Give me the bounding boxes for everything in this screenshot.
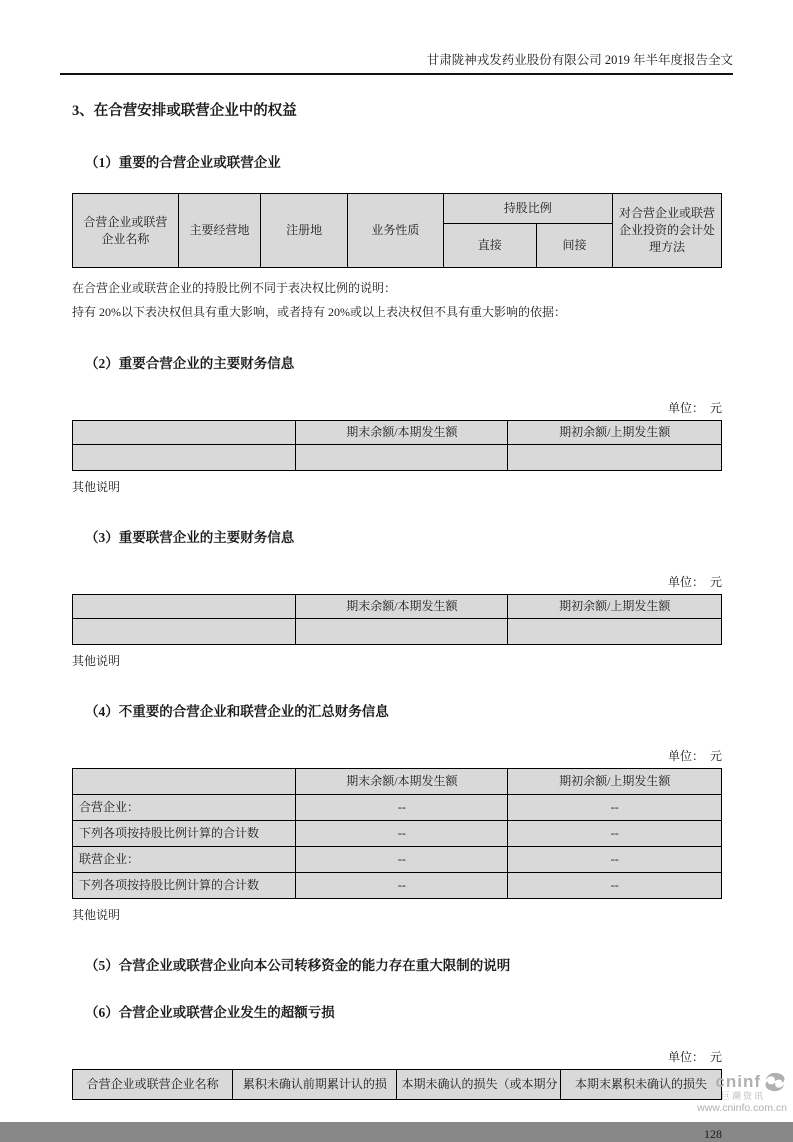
subsection-heading-5: （5）合营企业或联营企业向本公司转移资金的能力存在重大限制的说明 <box>85 958 511 973</box>
col-header-entity-name: 合营企业或联营企业名称 <box>73 194 179 268</box>
col-header-business-nature: 业务性质 <box>348 194 443 268</box>
cell-value: -- <box>508 821 722 847</box>
col-header-accounting-method: 对合营企业或联营企业投资的会计处理方法 <box>612 194 721 268</box>
table-row <box>73 821 722 847</box>
col-header-entity-name: 合营企业或联营企业名称 <box>73 1070 233 1100</box>
col-header-ending-balance: 期末余额/本期发生额 <box>296 595 508 619</box>
col-header-beginning-balance: 期初余额/上期发生额 <box>508 421 722 445</box>
cninfo-logo <box>697 1072 787 1114</box>
col-header-current-unrecognized-loss: 本期未确认的损失（或本期分 <box>397 1070 561 1100</box>
subsection-heading-6: （6）合营企业或联营企业发生的超额亏损 <box>85 1005 335 1020</box>
unit-label: 单位： 元 <box>667 401 722 415</box>
cell-value: -- <box>508 873 722 899</box>
excess-loss-table <box>72 1069 722 1100</box>
unit-label: 单位： 元 <box>667 575 722 589</box>
jv-financial-table <box>72 420 722 471</box>
col-header-shareholding-ratio: 持股比例 <box>443 194 612 224</box>
cninfo-swirl-icon <box>763 1072 787 1092</box>
table-row <box>73 619 722 645</box>
table-row <box>73 795 722 821</box>
col-header-blank <box>73 769 296 795</box>
col-header-direct: 直接 <box>443 224 536 268</box>
empty-cell <box>296 445 508 471</box>
col-header-ending-balance: 期末余额/本期发生额 <box>296 421 508 445</box>
table-row <box>73 873 722 899</box>
cninfo-logo-chinese: 巨潮资讯 <box>720 1090 765 1101</box>
page-number: 128 <box>704 1127 722 1141</box>
empty-cell <box>73 619 296 645</box>
empty-cell <box>296 619 508 645</box>
note-voting-ratio: 在合营企业或联营企业的持股比例不同于表决权比例的说明： <box>72 281 397 295</box>
subsection-heading-4: （4）不重要的合营企业和联营企业的汇总财务信息 <box>85 704 389 719</box>
cninfo-logo-text: cninf <box>715 1071 761 1091</box>
col-header-blank <box>73 421 296 445</box>
summary-financial-table <box>72 768 722 899</box>
table-row <box>73 445 722 471</box>
other-note: 其他说明 <box>72 908 121 922</box>
page-header-title: 甘肃陇神戎发药业股份有限公司 2019 年半年度报告全文 <box>60 0 733 75</box>
subsection-heading-3: （3）重要联营企业的主要财务信息 <box>85 530 295 545</box>
empty-cell <box>73 445 296 471</box>
row-label: 合营企业： <box>73 795 296 821</box>
cell-value: -- <box>296 873 508 899</box>
subsection-heading-1: （1）重要的合营企业或联营企业 <box>85 155 281 170</box>
cninfo-logo-url: www.cninfo.com.cn <box>697 1101 787 1114</box>
unit-label: 单位： 元 <box>667 1050 722 1064</box>
cell-value: -- <box>296 821 508 847</box>
col-header-ending-accumulated-loss: 本期末累积未确认的损失 <box>561 1070 722 1100</box>
col-header-accumulated-prior-loss: 累积未确认前期累计认的损 <box>233 1070 397 1100</box>
table-row <box>73 847 722 873</box>
other-note: 其他说明 <box>72 480 121 494</box>
col-header-beginning-balance: 期初余额/上期发生额 <box>508 595 722 619</box>
empty-cell <box>508 619 722 645</box>
section-heading-3: 3、在合营安排或联营企业中的权益 <box>72 103 297 119</box>
col-header-indirect: 间接 <box>537 224 613 268</box>
note-20-percent: 持有 20%以下表决权但具有重大影响，或者持有 20%或以上表决权但不具有重大影响的依据： <box>72 305 566 319</box>
joint-venture-table <box>72 193 722 268</box>
row-label: 下列各项按持股比例计算的合计数 <box>73 873 296 899</box>
row-label: 下列各项按持股比例计算的合计数 <box>73 821 296 847</box>
col-header-ending-balance: 期末余额/本期发生额 <box>296 769 508 795</box>
col-header-beginning-balance: 期初余额/上期发生额 <box>508 769 722 795</box>
cell-value: -- <box>508 795 722 821</box>
associate-financial-table <box>72 594 722 645</box>
cell-value: -- <box>296 795 508 821</box>
unit-label: 单位： 元 <box>667 749 722 763</box>
cell-value: -- <box>508 847 722 873</box>
col-header-main-place: 主要经营地 <box>178 194 260 268</box>
cell-value: -- <box>296 847 508 873</box>
empty-cell <box>508 445 722 471</box>
subsection-heading-2: （2）重要合营企业的主要财务信息 <box>85 356 295 371</box>
col-header-registered-place: 注册地 <box>261 194 348 268</box>
other-note: 其他说明 <box>72 654 121 668</box>
row-label: 联营企业： <box>73 847 296 873</box>
col-header-blank <box>73 595 296 619</box>
